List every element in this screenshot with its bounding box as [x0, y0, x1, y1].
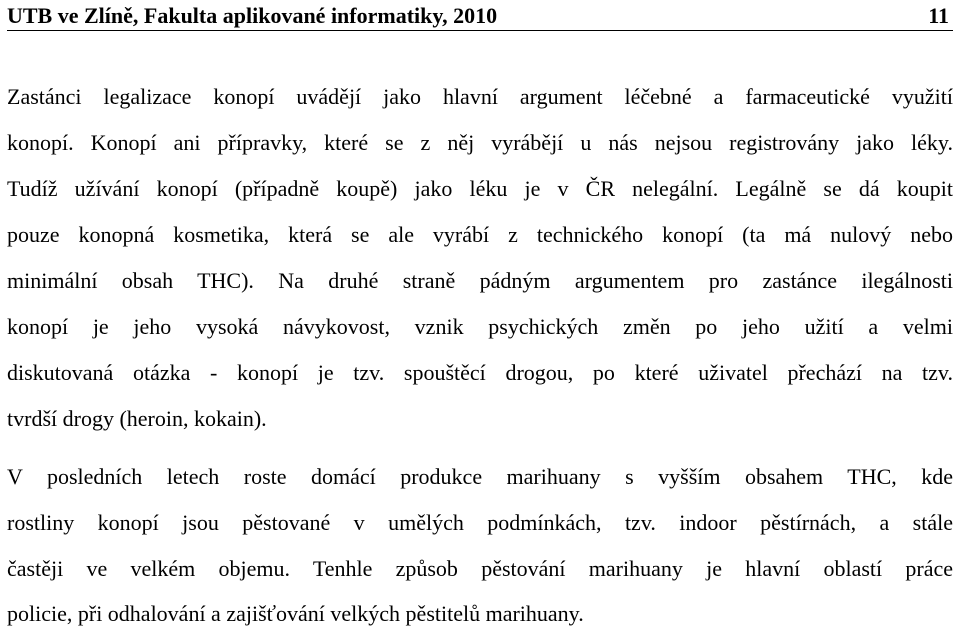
paragraph-line: pouze konopná kosmetika, která se ale vyrábí z technického konopí (ta má nulový nebo	[7, 222, 953, 247]
paragraph-line: minimální obsah THC). Na druhé straně pádným argumentem pro zastánce ilegálnosti	[7, 268, 953, 293]
paragraph-line: častěji ve velkém objemu. Tenhle způsob pěstování marihuany je hlavní oblastí práce	[7, 556, 953, 581]
page-header	[7, 0, 953, 31]
paragraph-line: diskutovaná otázka - konopí je tzv. spouštěcí drogou, po které uživatel přechází na tzv.	[7, 360, 953, 385]
paragraph-line: konopí je jeho vysoká návykovost, vznik psychických změn po jeho užití a velmi	[7, 314, 953, 339]
paragraph-line: Zastánci legalizace konopí uvádějí jako hlavní argument léčebné a farmaceutické využití	[7, 84, 953, 109]
header-title: UTB ve Zlíně, Fakulta aplikované informatiky, 2010	[7, 3, 498, 28]
paragraph-line: V posledních letech roste domácí produkce marihuany s vyšším obsahem THC, kde	[7, 464, 953, 489]
paragraph-line: tvrdší drogy (heroin, kokain).	[7, 406, 267, 431]
page-number: 11	[928, 3, 949, 28]
paragraph-line: policie, při odhalování a zajišťování velkých pěstitelů marihuany.	[7, 601, 584, 626]
paragraph-line: konopí. Konopí ani přípravky, které se z něj vyrábějí u nás nejsou registrovány jako léky.	[7, 130, 953, 155]
paragraph-line: rostliny konopí jsou pěstované v umělých podmínkách, tzv. indoor pěstírnách, a stále	[7, 510, 953, 535]
paragraph-line: Tudíž užívání konopí (případně koupě) jako léku je v ČR nelegální. Legálně se dá koupit	[7, 176, 953, 201]
